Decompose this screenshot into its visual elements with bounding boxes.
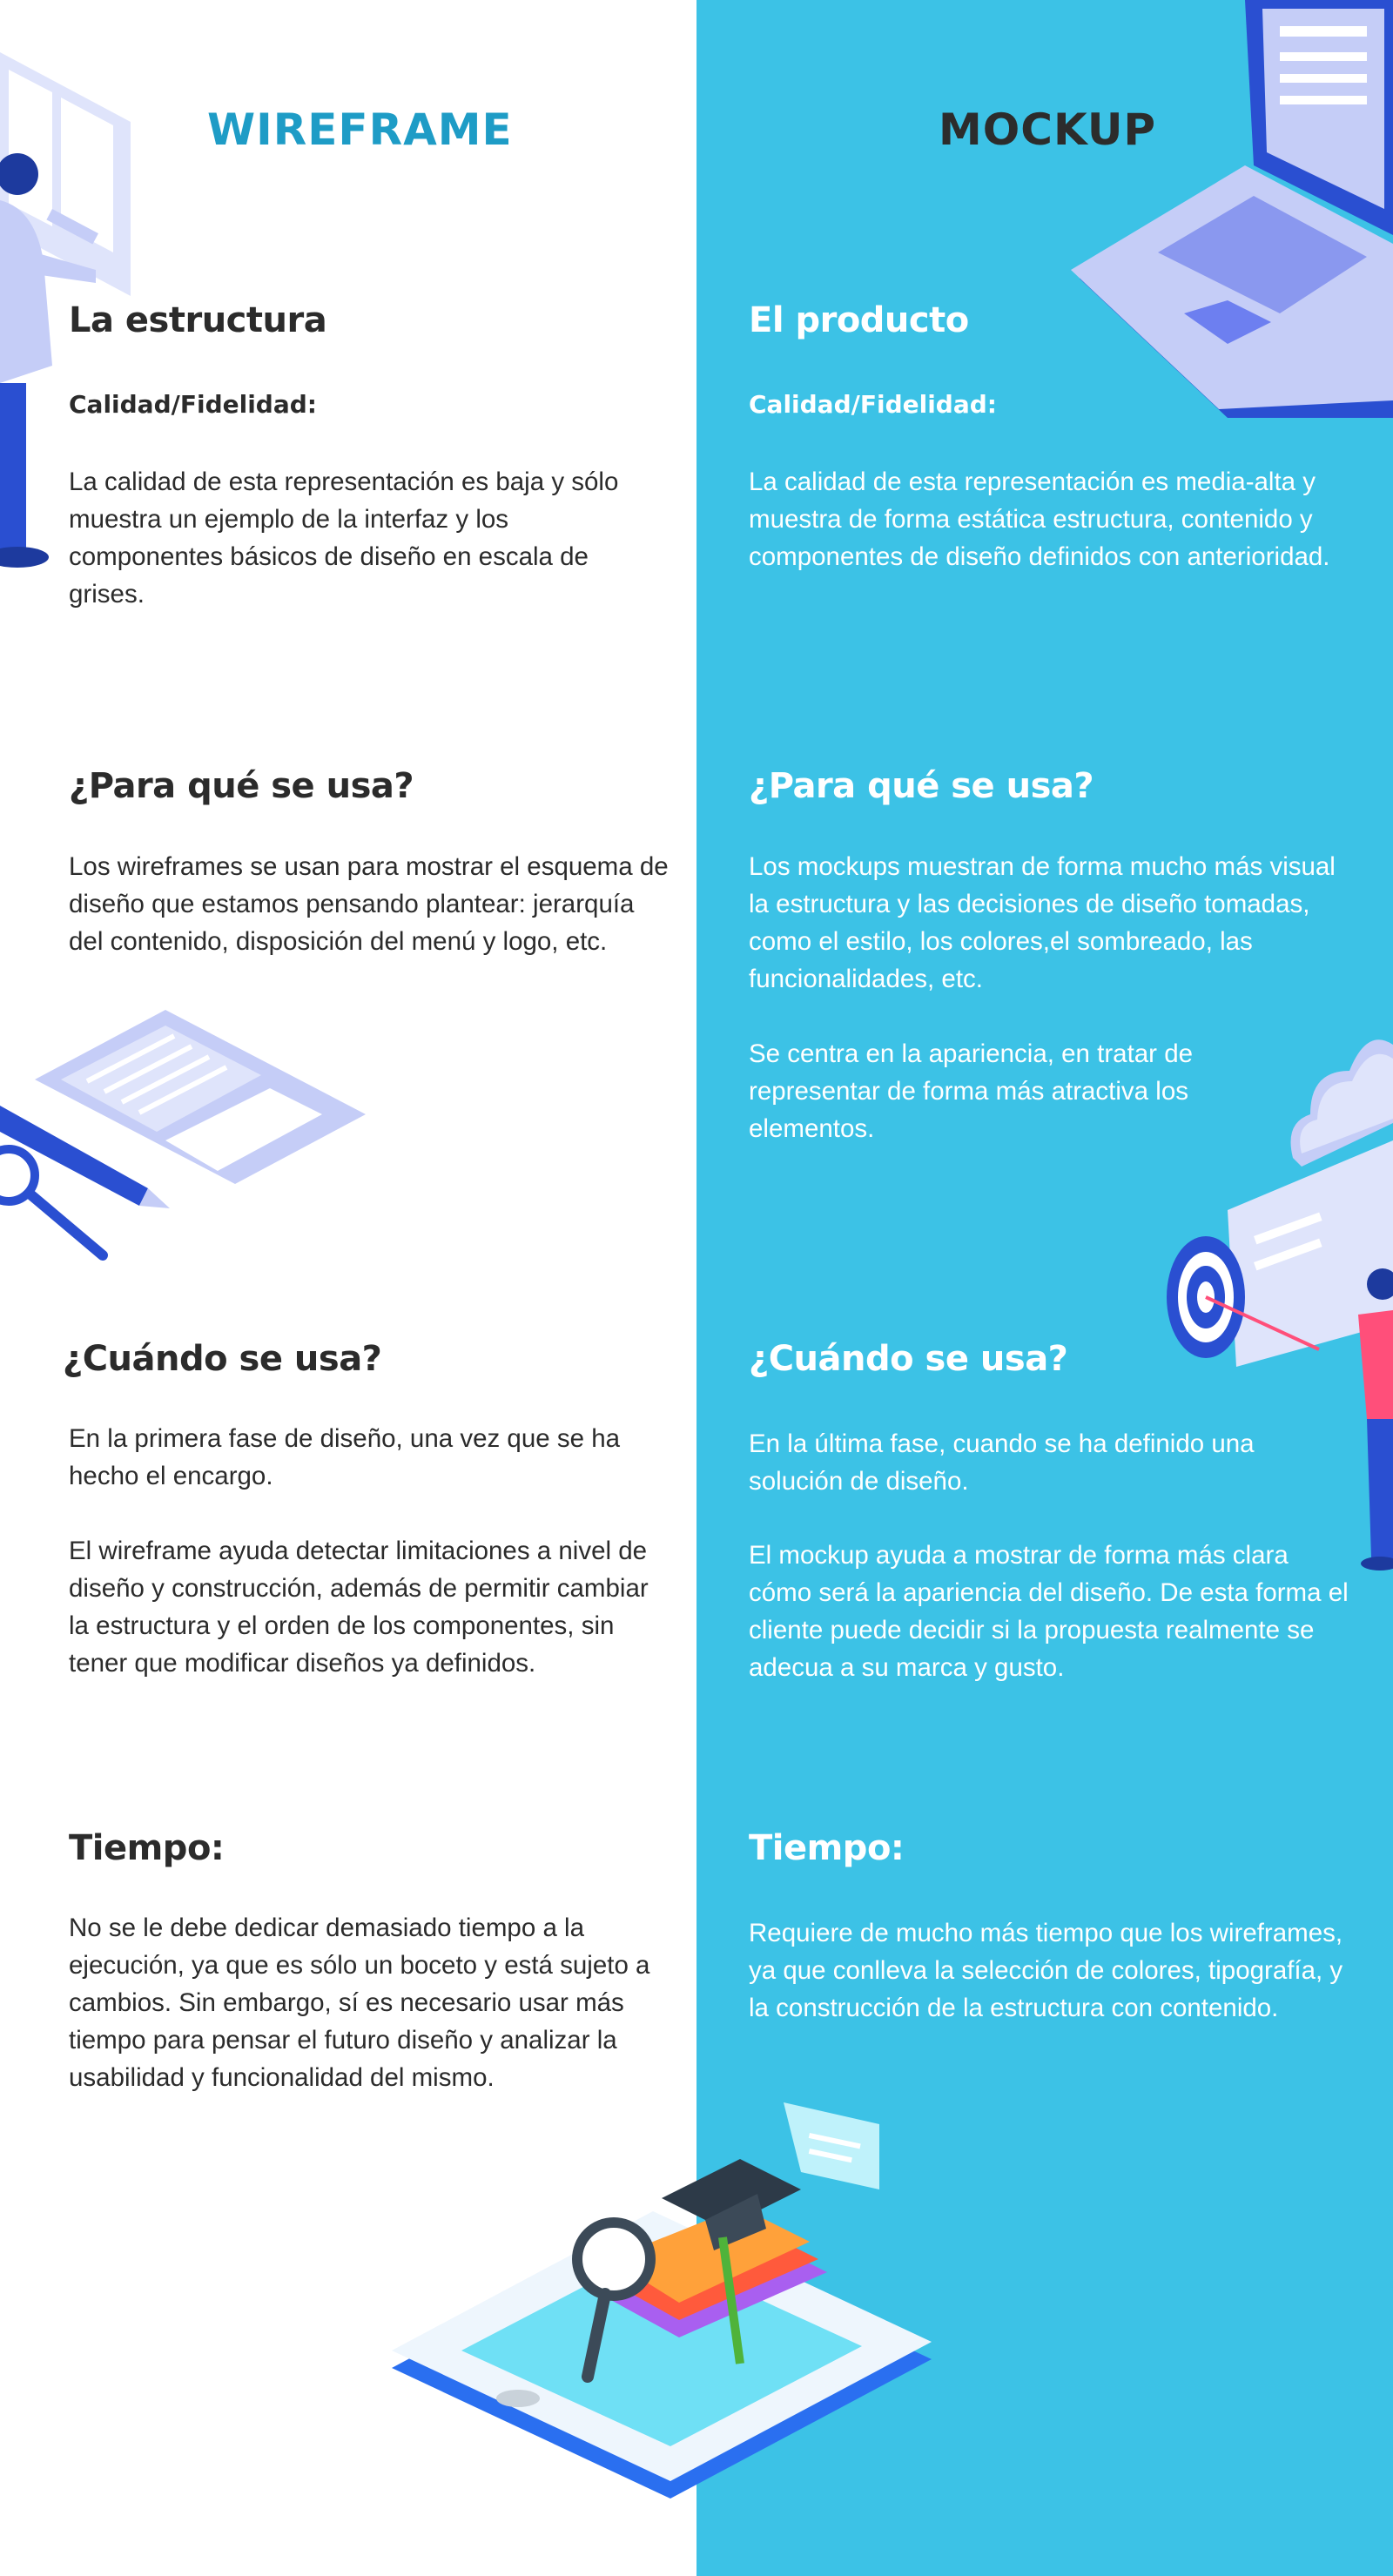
wireframe-quality-text: La calidad de esta representación es baja y sólo muestra un ejemplo de la interfaz y los componentes básicos de diseño en escala de grises. [69,467,619,609]
wireframe-when-text-2: El wireframe ayuda detectar limitaciones a nivel de diseño y construcción, además de permitir cambiar la estructura y el orden de los componentes, sin tener que modificar diseños ya definidos. [69,1537,649,1678]
target-icon [1158,1140,1393,1576]
phone-books-icon [392,2098,932,2507]
wireframe-time-text: No se le debe dedicar demasiado tiempo a la ejecución, ya que es sólo un boceto y está sujeto a cambios. Sin embargo, sí es necesario usar más tiempo para pensar el futuro diseño y analizar la usabilidad y funcionalidad del mismo. [69,1914,650,2092]
wireframe-structure-heading: La estructura [69,300,327,340]
mockup-when-text-1: En la última fase, cuando se ha definido una solución de diseño. [749,1429,1255,1496]
mockup-quality-label: Calidad/Fidelidad: [749,390,997,419]
wireframe-purpose-heading: ¿Para qué se usa? [69,766,414,806]
wireframe-when-text-1: En la primera fase de diseño, una vez que se ha hecho el encargo. [69,1424,621,1490]
mockup-purpose-text-2: Se centra en la apariencia, en tratar de representar de forma más atractiva los elementos. [749,1039,1194,1143]
wireframe-title: WIREFRAME [207,104,513,155]
mockup-when-text-2: El mockup ayuda a mostrar de forma más clara cómo será la apariencia del diseño. De esta forma el cliente puede decidir si la propuesta realmente se adecua a su marca y gusto. [749,1541,1349,1682]
mockup-time-text: Requiere de mucho más tiempo que los wireframes, ya que conlleva la selección de colores, tipografía, y la construcción de la estructura con contenido. [749,1919,1343,2022]
mockup-purpose-text-1: Los mockups muestran de forma mucho más visual la estructura y las decisiones de diseño tomadas, como el estilo, los colores,el sombreado, las funcionalidades, etc. [749,852,1336,993]
mockup-product-heading: El producto [749,300,969,340]
mockup-title: MOCKUP [939,104,1157,155]
laptop-icon [1071,0,1393,435]
mockup-purpose-heading: ¿Para qué se usa? [749,766,1094,806]
wireframe-quality-label: Calidad/Fidelidad: [69,390,317,419]
magnifier-icon [0,1140,113,1262]
wireframe-purpose-text: Los wireframes se usan para mostrar el esquema de diseño que estamos pensando plantear: jerarquía del contenido, disposición del menú y logo, etc. [69,852,669,956]
mockup-time-heading: Tiempo: [749,1828,905,1868]
mockup-quality-text: La calidad de esta representación es media-alta y muestra de forma estática estructura, contenido y componentes de diseño definidos con anterioridad. [749,467,1330,571]
wireframe-when-heading: ¿Cuándo se usa? [63,1339,382,1379]
wireframe-time-heading: Tiempo: [69,1828,225,1868]
mockup-when-heading: ¿Cuándo se usa? [749,1339,1068,1379]
